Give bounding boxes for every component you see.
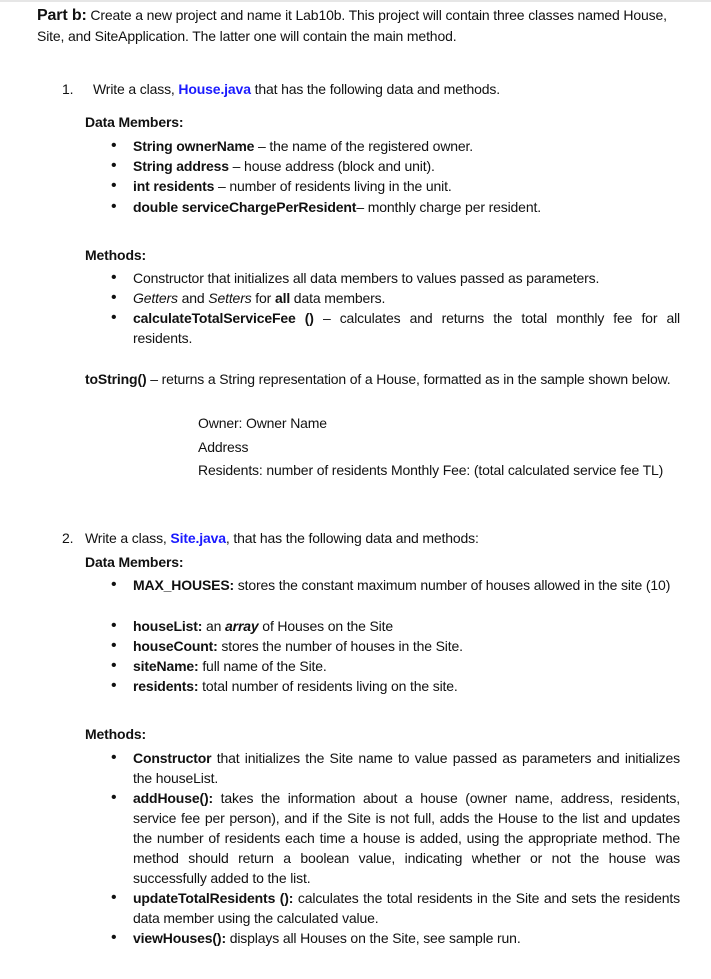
text-run: Constructor that initializes all data members to values passed as parameters. bbox=[133, 270, 600, 286]
text-run: stores the number of houses in the Site. bbox=[217, 638, 463, 654]
text-run: total number of residents living on the site. bbox=[198, 678, 458, 694]
bold-term: viewHouses(): bbox=[133, 930, 226, 946]
bold-term: double serviceChargePerResident bbox=[133, 199, 357, 215]
bold-term: siteName: bbox=[133, 658, 199, 674]
text-run: Write a class, bbox=[85, 530, 171, 546]
intro-paragraph bbox=[37, 5, 687, 46]
item-number: 2. bbox=[62, 530, 74, 546]
text-run: and bbox=[177, 290, 209, 306]
bold-term: array bbox=[225, 618, 259, 634]
text-run: – calculates and returns the total monthly fee for all residents. bbox=[133, 310, 681, 346]
text-run: calculates the total residents in the Site and sets the residents data member using the calculated value. bbox=[133, 890, 680, 926]
sample-line: Residents: number of residents Monthly Fee: (total calculated service fee TL) bbox=[198, 462, 664, 478]
text-run: Getters bbox=[133, 290, 178, 306]
house-method-item bbox=[133, 308, 680, 348]
bold-term: addHouse(): bbox=[133, 790, 214, 806]
text-run: that initializes the Site name to value passed as parameters and initializes the houseList. bbox=[133, 750, 680, 786]
bold-term: houseCount: bbox=[133, 638, 218, 654]
class-name-highlight: Site.java bbox=[170, 530, 226, 546]
tostring-paragraph bbox=[85, 369, 680, 389]
bold-term: int residents bbox=[133, 178, 215, 194]
text-run: stores the constant maximum number of houses allowed in the site (10) bbox=[234, 577, 671, 593]
bold-term: String address bbox=[133, 158, 229, 174]
bold-term: Part b: bbox=[37, 7, 87, 24]
site-method-item bbox=[133, 888, 680, 928]
text-run: , that has the following data and methods: bbox=[225, 530, 479, 546]
item-number: 1. bbox=[62, 81, 74, 97]
site-method-item bbox=[133, 788, 680, 888]
text-run: – number of residents living in the unit. bbox=[214, 178, 452, 194]
text-run: Setters bbox=[208, 290, 252, 306]
sample-line: Owner: Owner Name bbox=[198, 415, 327, 431]
text-run: – returns a String representation of a House, formatted as in the sample shown below. bbox=[146, 371, 671, 387]
item2-text bbox=[85, 528, 479, 548]
site-data-heading: Data Members: bbox=[85, 554, 184, 570]
text-run: for bbox=[251, 290, 275, 306]
bold-term: calculateTotalServiceFee () bbox=[133, 310, 314, 326]
text-run: data members. bbox=[290, 290, 386, 306]
site-data-item bbox=[133, 575, 680, 595]
house-method-item bbox=[133, 268, 680, 288]
text-run: of Houses on the Site bbox=[258, 618, 394, 634]
site-data-item bbox=[133, 656, 680, 676]
sample-line: Address bbox=[198, 439, 249, 455]
text-run: Create a new project and name it Lab10b. This project will contain three classes named House, Site, and SiteApplication. The latter one will contain the main method. bbox=[37, 7, 667, 44]
page-top-border bbox=[0, 0, 711, 2]
text-run: – monthly charge per resident. bbox=[356, 199, 541, 215]
house-method-item bbox=[133, 288, 680, 308]
text-run: full name of the Site. bbox=[198, 658, 327, 674]
house-methods-heading: Methods: bbox=[85, 247, 147, 263]
site-data-item bbox=[133, 616, 680, 636]
site-methods-heading: Methods: bbox=[85, 726, 147, 742]
text-run: – house address (block and unit). bbox=[228, 158, 435, 174]
bold-term: all bbox=[274, 290, 291, 306]
class-name-highlight: House.java bbox=[178, 81, 251, 97]
text-run: – the name of the registered owner. bbox=[254, 138, 474, 154]
site-data-item bbox=[133, 676, 680, 696]
bold-term: Constructor bbox=[133, 750, 212, 766]
house-data-heading: Data Members: bbox=[85, 114, 184, 130]
text-run: that has the following data and methods. bbox=[250, 81, 500, 97]
house-data-item bbox=[133, 176, 680, 196]
text-run: an bbox=[202, 618, 226, 634]
site-method-item bbox=[133, 928, 680, 948]
text-run: Write a class, bbox=[93, 81, 179, 97]
bold-term: updateTotalResidents (): bbox=[133, 890, 294, 906]
bold-term: toString() bbox=[85, 371, 147, 387]
bold-term: houseList: bbox=[133, 618, 203, 634]
house-data-item bbox=[133, 156, 680, 176]
bold-term: MAX_HOUSES: bbox=[133, 577, 235, 593]
text-run: takes the information about a house (owner name, address, residents, service fee per person), and if the Site is not full, adds the House to the list and updates the number of residents each time a house is added, using the appropriate method. The method should return a boolean value, indicating whether or not the house was successfully added to the list. bbox=[133, 790, 680, 886]
item1-text bbox=[93, 79, 500, 99]
bold-term: residents: bbox=[133, 678, 199, 694]
site-method-item bbox=[133, 748, 680, 788]
bold-term: String ownerName bbox=[133, 138, 255, 154]
house-data-item bbox=[133, 136, 680, 156]
site-data-item bbox=[133, 636, 680, 656]
house-data-item bbox=[133, 197, 680, 217]
text-run: displays all Houses on the Site, see sample run. bbox=[225, 930, 521, 946]
